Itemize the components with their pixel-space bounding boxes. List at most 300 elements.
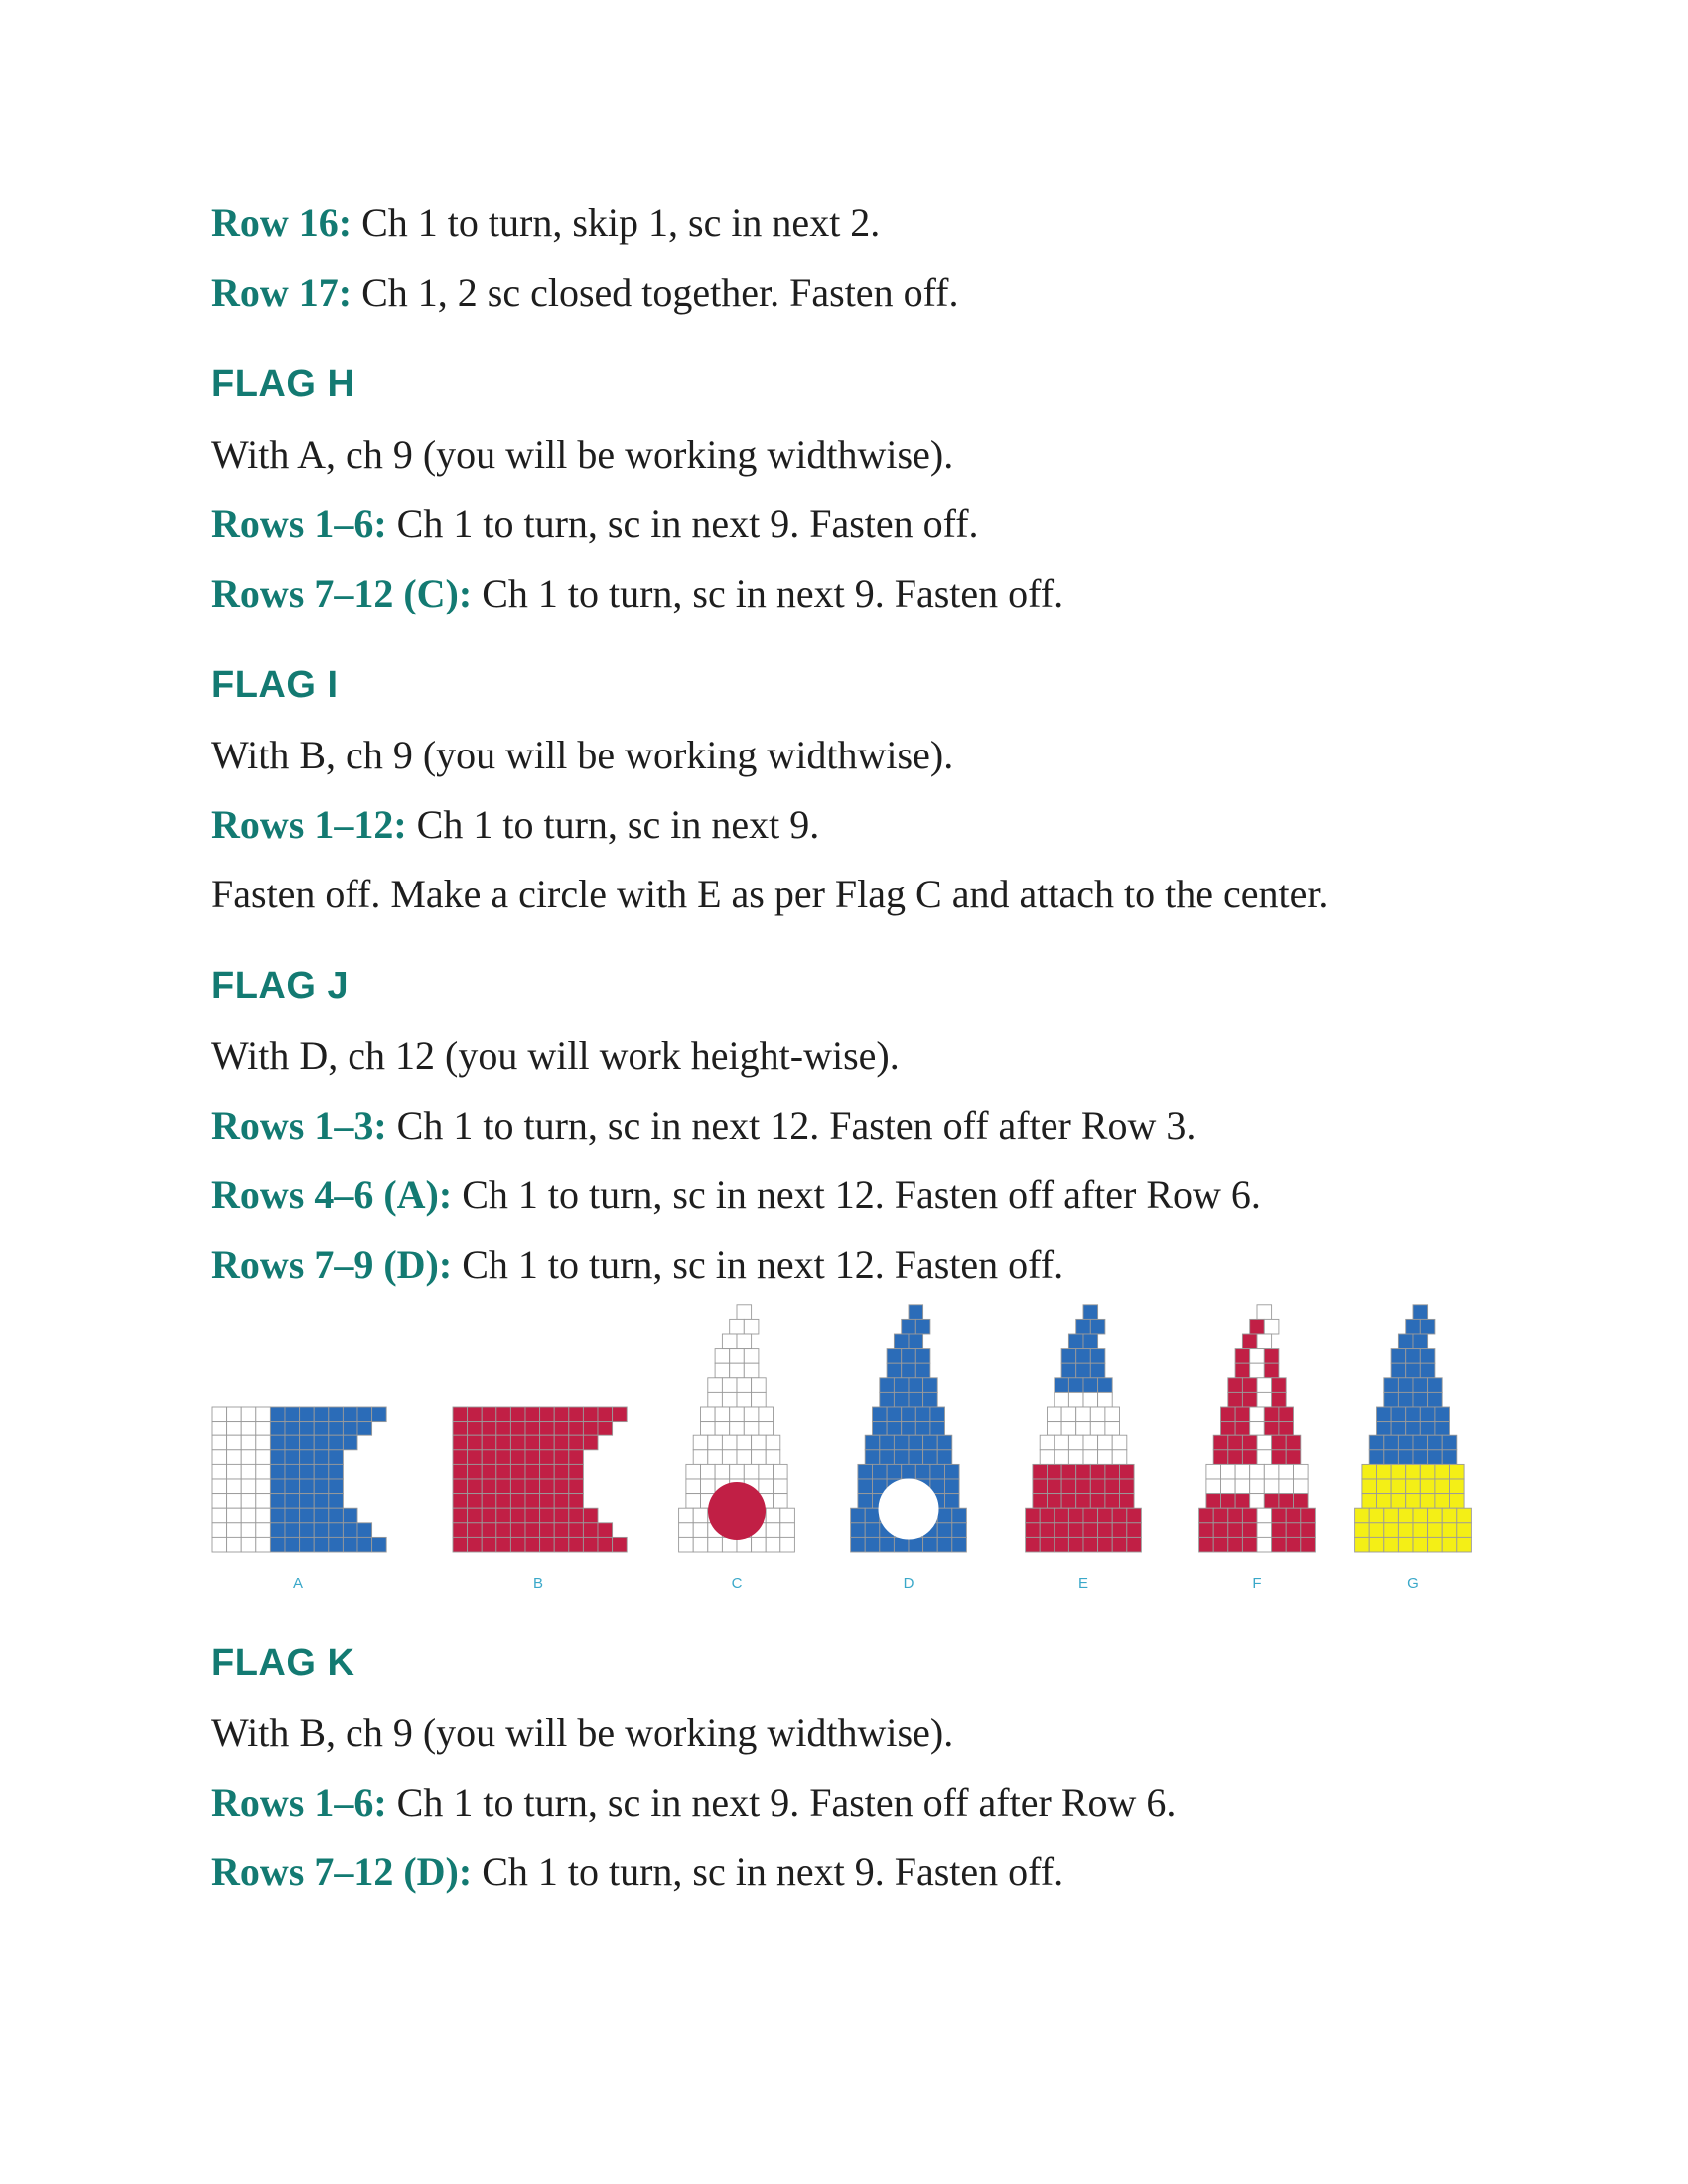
flag-d-cell	[851, 1523, 866, 1538]
flag-b-cell	[569, 1537, 584, 1552]
flag-f-cell	[1301, 1537, 1316, 1552]
flag-k-rows-1-6: Rows 1–6: Ch 1 to turn, sc in next 9. Fasten off after Row 6.	[211, 1780, 1177, 1825]
flag-c-cell	[693, 1537, 708, 1552]
flag-b-cell	[453, 1464, 468, 1479]
flag-e-cell	[1061, 1479, 1076, 1494]
flag-c-cell	[744, 1407, 759, 1422]
flag-c-cell	[744, 1464, 759, 1479]
flag-a-cell	[270, 1407, 285, 1422]
flag-f-cell	[1242, 1435, 1257, 1450]
flag-g-cell	[1457, 1523, 1472, 1538]
flag-a-cell	[314, 1435, 329, 1450]
flag-b-cell	[510, 1435, 525, 1450]
flag-e-cell	[1048, 1407, 1062, 1422]
flag-d-cell	[937, 1523, 952, 1538]
flag-f-cell	[1235, 1407, 1250, 1422]
flag-c-cell	[708, 1378, 723, 1393]
flag-f-cell	[1272, 1435, 1287, 1450]
flag-b-cell	[540, 1479, 555, 1494]
flag-e-cell	[1120, 1479, 1135, 1494]
flag-a-cell	[314, 1464, 329, 1479]
flag-g-cell	[1442, 1537, 1457, 1552]
flag-b-cell	[510, 1422, 525, 1436]
flag-a-cell	[212, 1523, 227, 1538]
flag-a-cell	[256, 1422, 271, 1436]
flag-f-cell	[1242, 1392, 1257, 1407]
flag-f-cell	[1272, 1508, 1287, 1523]
flag-g-cell	[1377, 1464, 1392, 1479]
flag-a-cell	[314, 1523, 329, 1538]
flag-e-cell	[1076, 1494, 1091, 1509]
flag-e-cell	[1098, 1392, 1113, 1407]
flag-c-cell	[686, 1494, 701, 1509]
flag-g-cell	[1362, 1464, 1377, 1479]
flag-e-cell	[1090, 1422, 1105, 1436]
flag-g-cell	[1428, 1523, 1443, 1538]
flag-d-cell	[880, 1450, 895, 1465]
flag-a-cell	[256, 1508, 271, 1523]
flag-c-cell	[693, 1508, 708, 1523]
flag-g-cell	[1442, 1450, 1457, 1465]
flag-a-cell	[357, 1523, 372, 1538]
flag-b-cell	[525, 1523, 540, 1538]
flag-g-cell	[1420, 1363, 1435, 1378]
flag-b-cell	[496, 1407, 511, 1422]
flag-e-cell	[1112, 1435, 1127, 1450]
flag-f-cell	[1213, 1537, 1228, 1552]
flag-g-cell	[1369, 1435, 1384, 1450]
flag-a-cell	[343, 1523, 357, 1538]
flag-a-cell	[357, 1407, 372, 1422]
flag-b-cell	[540, 1537, 555, 1552]
flag-d-cell	[937, 1537, 952, 1552]
flag-d-cell	[909, 1435, 923, 1450]
flag-e-cell	[1076, 1349, 1091, 1364]
flag-g-cell	[1391, 1422, 1406, 1436]
flag-a-cell	[241, 1508, 256, 1523]
flag-b-cell	[525, 1422, 540, 1436]
flag-g-cell	[1391, 1349, 1406, 1364]
flag-d-cell	[902, 1422, 916, 1436]
flag-c-cell	[679, 1508, 694, 1523]
flag-g-cell	[1450, 1464, 1465, 1479]
flag-g-cell	[1398, 1435, 1413, 1450]
flag-c-cell	[686, 1464, 701, 1479]
flag-e-cell	[1076, 1464, 1091, 1479]
flag-a-cell	[270, 1450, 285, 1465]
flag-h-rows-7-12: Rows 7–12 (C): Ch 1 to turn, sc in next 9. Fasten off.	[211, 571, 1064, 615]
flag-f-cell	[1242, 1334, 1257, 1349]
flag-b-cell	[510, 1494, 525, 1509]
flag-e-cell	[1127, 1537, 1142, 1552]
flag-d-cell	[865, 1450, 880, 1465]
flag-c-cell	[730, 1349, 745, 1364]
flag-a-cell	[372, 1407, 387, 1422]
flag-a-cell	[270, 1464, 285, 1479]
flag-d-cell	[887, 1363, 902, 1378]
flag-c-cell	[774, 1464, 788, 1479]
flag-a-cell	[329, 1494, 344, 1509]
flag-d-cell	[909, 1537, 923, 1552]
flag-a-cell	[329, 1537, 344, 1552]
flag-e-cell	[1120, 1464, 1135, 1479]
flag-e-cell	[1055, 1450, 1069, 1465]
flag-e-cell	[1061, 1407, 1076, 1422]
flag-c-cell	[752, 1450, 767, 1465]
flag-b-cell	[569, 1508, 584, 1523]
flag-e-cell	[1040, 1508, 1055, 1523]
flag-b-cell	[482, 1494, 496, 1509]
flag-b-cell	[583, 1537, 598, 1552]
flag-d-cell	[923, 1378, 938, 1393]
flag-d-cell	[887, 1407, 902, 1422]
flag-a-cell	[314, 1537, 329, 1552]
flag-c-cell	[759, 1422, 774, 1436]
flag-a-cell	[285, 1508, 300, 1523]
flag-d-cell	[909, 1305, 923, 1320]
flag-f-cell	[1228, 1508, 1243, 1523]
flag-b-cell	[525, 1407, 540, 1422]
flag-d-cell	[858, 1464, 873, 1479]
flag-d-cell	[873, 1464, 888, 1479]
flag-c-cell	[774, 1479, 788, 1494]
flag-b-cell	[583, 1523, 598, 1538]
flag-b-cell	[554, 1508, 569, 1523]
flag-a-cell	[285, 1435, 300, 1450]
flag-k-intro: With B, ch 9 (you will be working widthwise).	[211, 1710, 954, 1755]
flag-d-cell	[902, 1464, 916, 1479]
flag-d-cell	[915, 1464, 930, 1479]
flag-b-cell	[468, 1523, 483, 1538]
flag-g-cell	[1384, 1392, 1399, 1407]
flag-g-cell	[1406, 1464, 1421, 1479]
flag-e-cell	[1105, 1479, 1120, 1494]
flag-c-cell	[759, 1407, 774, 1422]
flag-b-cell	[569, 1523, 584, 1538]
flag-g-cell	[1398, 1392, 1413, 1407]
flag-d-cell	[887, 1422, 902, 1436]
flag-f-cell	[1242, 1523, 1257, 1538]
flag-f-cell	[1250, 1407, 1265, 1422]
flag-e-cell	[1040, 1537, 1055, 1552]
flag-f-cell	[1272, 1378, 1287, 1393]
flag-c-cell	[679, 1523, 694, 1538]
flag-d-cell	[909, 1392, 923, 1407]
flag-a-cell	[212, 1537, 227, 1552]
flag-d-cell	[952, 1508, 967, 1523]
flag-b-cell	[583, 1407, 598, 1422]
flag-c-cell	[730, 1363, 745, 1378]
flag-g-cell	[1420, 1464, 1435, 1479]
flag-f-cell	[1242, 1508, 1257, 1523]
flag-b-cell	[510, 1464, 525, 1479]
flag-a-cell	[300, 1508, 315, 1523]
flag-d-cell	[945, 1464, 960, 1479]
flag-g-cell	[1413, 1305, 1428, 1320]
flag-a-cell	[285, 1422, 300, 1436]
flag-d-cell	[909, 1450, 923, 1465]
flag-b-cell	[482, 1464, 496, 1479]
flag-c-cell	[752, 1537, 767, 1552]
flag-e-cell	[1098, 1378, 1113, 1393]
flag-f-cell	[1257, 1378, 1272, 1393]
flag-g-cell	[1435, 1407, 1450, 1422]
flag-b-cell	[554, 1450, 569, 1465]
flag-f-cell	[1257, 1537, 1272, 1552]
flag-d-cell	[902, 1407, 916, 1422]
flag-d-cell	[873, 1422, 888, 1436]
flag-c-cell	[766, 1435, 780, 1450]
flag-a-cell	[212, 1494, 227, 1509]
flag-e-cell	[1098, 1435, 1113, 1450]
flag-f-cell	[1264, 1363, 1279, 1378]
flag-a-cell	[227, 1494, 242, 1509]
flag-g-cell	[1406, 1407, 1421, 1422]
flag-e-cell	[1105, 1464, 1120, 1479]
flag-f-cell	[1279, 1494, 1294, 1509]
flag-a-cell	[285, 1523, 300, 1538]
flag-c-cell	[679, 1537, 694, 1552]
flag-b-cell	[525, 1464, 540, 1479]
flag-b-cell	[525, 1479, 540, 1494]
flag-b-cell	[453, 1537, 468, 1552]
flag-b-cell	[598, 1407, 613, 1422]
flag-c-cell	[737, 1378, 752, 1393]
flag-f-cell	[1257, 1334, 1272, 1349]
flag-e-cell	[1055, 1435, 1069, 1450]
flag-g-cell	[1413, 1508, 1428, 1523]
flag-b-cell	[583, 1422, 598, 1436]
flag-g-cell	[1435, 1479, 1450, 1494]
flag-c-cell	[730, 1407, 745, 1422]
flag-d-cell	[880, 1435, 895, 1450]
flag-f-cell	[1301, 1508, 1316, 1523]
flag-b-cell	[496, 1537, 511, 1552]
flag-a-cell	[256, 1494, 271, 1509]
flag-e-cell	[1090, 1464, 1105, 1479]
flag-b-cell	[496, 1508, 511, 1523]
flag-f-cell	[1213, 1523, 1228, 1538]
flag-f-cell	[1228, 1450, 1243, 1465]
flag-f-cell	[1264, 1349, 1279, 1364]
flag-e-cell	[1040, 1523, 1055, 1538]
flag-j-rows-7-9: Rows 7–9 (D): Ch 1 to turn, sc in next 12. Fasten off.	[211, 1242, 1064, 1287]
flag-c-cell	[722, 1435, 737, 1450]
flag-e-cell	[1098, 1450, 1113, 1465]
flag-b-cell	[468, 1479, 483, 1494]
flag-e-cell	[1105, 1407, 1120, 1422]
flag-b-cell	[583, 1435, 598, 1450]
flag-j-rows-4-6: Rows 4–6 (A): Ch 1 to turn, sc in next 12. Fasten off after Row 6.	[211, 1172, 1261, 1217]
flag-e-cell	[1120, 1494, 1135, 1509]
flag-a-cell	[270, 1537, 285, 1552]
flag-b-cell	[453, 1450, 468, 1465]
flag-f-cell	[1250, 1494, 1265, 1509]
flag-e-cell	[1112, 1508, 1127, 1523]
flag-c-circle	[708, 1482, 766, 1540]
flag-b-cell	[554, 1494, 569, 1509]
flag-b-cell	[482, 1479, 496, 1494]
flag-e-cell	[1098, 1523, 1113, 1538]
flag-g-cell	[1355, 1537, 1370, 1552]
flag-a-cell	[285, 1450, 300, 1465]
flag-a-cell	[329, 1407, 344, 1422]
flag-d-cell	[858, 1479, 873, 1494]
flag-f-cell	[1286, 1435, 1301, 1450]
flag-f-cell	[1228, 1523, 1243, 1538]
flag-f-cell	[1199, 1508, 1214, 1523]
flag-g-cell	[1398, 1378, 1413, 1393]
flag-c-cell	[752, 1435, 767, 1450]
flag-chart-captions	[293, 1575, 1419, 1592]
flag-a-cell	[256, 1537, 271, 1552]
flag-g-cell	[1413, 1435, 1428, 1450]
flag-b-cell	[569, 1479, 584, 1494]
flag-g-cell	[1391, 1464, 1406, 1479]
flag-a-cell	[270, 1422, 285, 1436]
flag-b-cell	[453, 1422, 468, 1436]
flag-f-cell	[1279, 1407, 1294, 1422]
flag-c-cell	[715, 1407, 730, 1422]
flag-a-cell	[256, 1435, 271, 1450]
flag-f-cell	[1213, 1508, 1228, 1523]
flag-c-cell	[744, 1363, 759, 1378]
flag-g-cell	[1428, 1378, 1443, 1393]
flag-e-cell	[1068, 1334, 1083, 1349]
chart-caption-b: B	[532, 1575, 544, 1592]
flag-c-cell	[708, 1392, 723, 1407]
flag-e-cell	[1068, 1508, 1083, 1523]
flag-c-cell	[708, 1450, 723, 1465]
flag-f-cell	[1279, 1479, 1294, 1494]
flag-i-note: Fasten off. Make a circle with E as per Flag C and attach to the center.	[211, 872, 1329, 916]
flag-e-cell	[1048, 1494, 1062, 1509]
flag-a-cell	[270, 1494, 285, 1509]
flag-f-cell	[1235, 1464, 1250, 1479]
flag-g-cell	[1450, 1494, 1465, 1509]
flag-e-cell	[1083, 1523, 1098, 1538]
flag-a-cell	[212, 1422, 227, 1436]
flag-a-cell	[300, 1479, 315, 1494]
flag-a-cell	[270, 1435, 285, 1450]
flag-e-cell	[1083, 1334, 1098, 1349]
flag-c-cell	[766, 1523, 780, 1538]
flag-d-cell	[873, 1407, 888, 1422]
flag-e-cell	[1026, 1523, 1041, 1538]
flag-d-cell	[851, 1537, 866, 1552]
flag-a-cell	[241, 1435, 256, 1450]
flag-d-cell	[930, 1407, 945, 1422]
flag-a-cell	[343, 1537, 357, 1552]
flag-d-cell	[858, 1494, 873, 1509]
flag-e-cell	[1061, 1363, 1076, 1378]
flag-e-cell	[1068, 1392, 1083, 1407]
flag-a-cell	[343, 1422, 357, 1436]
flag-g-cell	[1406, 1479, 1421, 1494]
flag-b-cell	[453, 1435, 468, 1450]
flag-g-cell	[1391, 1494, 1406, 1509]
flag-a-cell	[227, 1422, 242, 1436]
flag-b-cell	[453, 1407, 468, 1422]
flag-b-cell	[525, 1494, 540, 1509]
flag-b-cell	[453, 1479, 468, 1494]
flag-g-cell	[1406, 1494, 1421, 1509]
flag-b-cell	[525, 1508, 540, 1523]
flag-e-cell	[1098, 1508, 1113, 1523]
flag-a-cell	[285, 1494, 300, 1509]
flag-b-cell	[496, 1479, 511, 1494]
flag-a-cell	[372, 1537, 387, 1552]
flag-d-cell	[865, 1508, 880, 1523]
flag-c-cell	[708, 1435, 723, 1450]
flag-e-cell	[1061, 1494, 1076, 1509]
flag-e-cell	[1090, 1349, 1105, 1364]
flag-a-cell	[270, 1508, 285, 1523]
flag-g-cell	[1398, 1508, 1413, 1523]
flag-e-cell	[1040, 1450, 1055, 1465]
flag-b-cell	[540, 1523, 555, 1538]
flag-d-cell	[909, 1378, 923, 1393]
chart-caption-c: C	[731, 1575, 743, 1592]
flag-g-cell	[1457, 1537, 1472, 1552]
flag-g-cell	[1384, 1450, 1399, 1465]
flag-g-cell	[1450, 1479, 1465, 1494]
flag-a-cell	[329, 1422, 344, 1436]
flag-f-cell	[1279, 1422, 1294, 1436]
flag-b-cell	[540, 1435, 555, 1450]
flag-a-cell	[285, 1537, 300, 1552]
flag-g-cell	[1377, 1479, 1392, 1494]
flag-a-cell	[212, 1508, 227, 1523]
flag-f-cell	[1286, 1523, 1301, 1538]
flag-b-cell	[569, 1464, 584, 1479]
flag-j-rows-1-3: Rows 1–3: Ch 1 to turn, sc in next 12. Fasten off after Row 3.	[211, 1103, 1196, 1148]
chart-caption-a: A	[292, 1575, 304, 1592]
flag-g-cell	[1413, 1392, 1428, 1407]
flag-d-cell	[915, 1363, 930, 1378]
flag-f-cell	[1235, 1479, 1250, 1494]
flag-d-cell	[851, 1508, 866, 1523]
flag-e-cell	[1090, 1363, 1105, 1378]
flag-f-cell	[1250, 1349, 1265, 1364]
flag-a-cell	[329, 1479, 344, 1494]
flag-g-cell	[1420, 1422, 1435, 1436]
flag-f-cell	[1286, 1537, 1301, 1552]
flag-b-cell	[525, 1435, 540, 1450]
flag-c-cell	[774, 1494, 788, 1509]
flag-a-cell	[227, 1435, 242, 1450]
flag-e-cell	[1076, 1407, 1091, 1422]
flag-c-cell	[722, 1378, 737, 1393]
flag-e-cell	[1061, 1422, 1076, 1436]
flag-e-cell	[1055, 1392, 1069, 1407]
flag-b-cell	[453, 1508, 468, 1523]
flag-a-cell	[285, 1464, 300, 1479]
flag-g-cell	[1413, 1334, 1428, 1349]
flag-b-cell	[540, 1407, 555, 1422]
flag-f-cell	[1264, 1494, 1279, 1509]
flag-b-cell	[482, 1407, 496, 1422]
flag-chart-shapes	[708, 1479, 938, 1540]
flag-a-cell	[329, 1450, 344, 1465]
flag-g-cell	[1369, 1537, 1384, 1552]
flag-f-cell	[1221, 1422, 1236, 1436]
flag-a-cell	[227, 1407, 242, 1422]
flag-b-cell	[525, 1450, 540, 1465]
flag-k-rows-7-12: Rows 7–12 (D): Ch 1 to turn, sc in next 9. Fasten off.	[211, 1849, 1064, 1894]
flag-c-cell	[744, 1349, 759, 1364]
flag-a-cell	[241, 1479, 256, 1494]
